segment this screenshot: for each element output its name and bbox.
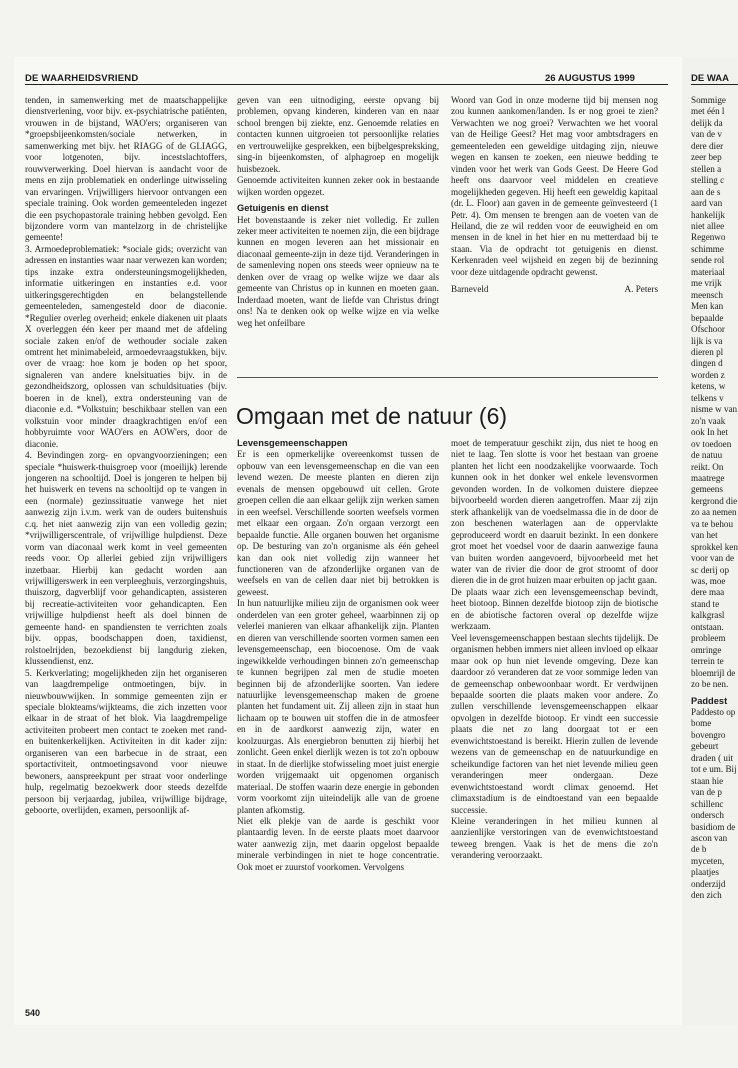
column-1 xyxy=(25,95,227,995)
next-page-subheading: Paddest xyxy=(691,695,728,706)
next-page-header: DE WAA xyxy=(691,73,729,84)
publication-title: DE WAARHEIDSVRIEND xyxy=(25,73,139,84)
paragraph: 5. Kerkverlating; mogelijkheden zijn het organiseren van laagdrempelige ontmoetingen, bijv. in nieuwbouwwijken. In sommige gemeenten zijn er speciale blokteams/wijkteams, die zich inzetten voor elkaar in de straat of het blok. Via laagdrempelige activiteiten probeert men contact te zoeken met rand- en buitenkerkelijken. Activiteiten in dit kader zijn: organiseren van een barbecue in de straat, een sportactiviteit, ontmoetingsavond voor nieuwe bewoners, aanspreekpunt per straat voor onderlinge hulp, regelmatig bezoekwerk door steeds dezelfde persoon bij verjaardag, jubilea, vrijwillige bijdrage, geboorte, overlijden, examen, persoonlijk af- xyxy=(25,667,227,816)
column-3 xyxy=(451,95,658,363)
paragraph: Woord van God in onze moderne tijd bij mensen nog zou kunnen aankomen/landen. Is er nog groei te zien? Verwachten we nog groei? Verwachten we het vooral van de Heilige Geest? Het mag voor ambtsdragers en gemeenteleden een geweldige uitdaging zijn, nieuwe wegen en kansen te zoeken, een nieuwe bedding te vinden voor het werk van Gods Geest. De Heere God heeft ons daarvoor veel middelen en creatieve mogelijkheden gegeven. Hij heeft een geweldig kapitaal (dr. L. Floor) aan gaven in de gemeente geïnvesteerd (1 Petr. 4). Om mensen te brengen aan de voeten van de Heiland, die ze wil redden voor de eeuwigheid en om mensen in de knel in het hier en nu metterdaad bij te staan. Via de opdracht tot getuigenis en dienst. Kerkenraden veel wijsheid en zegen bij de bezinning voor deze uitdagende opdracht gewenst. xyxy=(451,95,658,277)
paragraph: Paddesto op bome bovengro gebeurt draden ( uit tot e um. Bij staan hie van de p schillenc ondersch basidiom de ascon van de b myceten, plaatjes onderzijd den zich xyxy=(691,707,737,901)
next-header-rule xyxy=(691,84,738,85)
article-subheading: Levensgemeenschappen xyxy=(237,438,348,448)
signature-place: Barneveld xyxy=(451,284,489,295)
article-separator xyxy=(237,377,658,378)
paragraph: Veel levensgemeenschappen bestaan slechts tijdelijk. De organismen hebben immers niet alleen invloed op elkaar maar ook op hun niet levende omgeving. Deze kan daardoor zó veranderen dat ze voor sommige leden van de gemeenschap onbewoonbaar wordt. Er verdwijnen bepaalde soorten die plaats maken voor andere. Zo zullen verschillende levensgemeenschappen elkaar opvolgen in dezelfde biotoop. Er vindt een successie plaats die net zo lang doorgaat tot er een evenwichtstoestand is bereikt. Hierin zullen de levende wezens van de gemeenschap en de natuurkundige en scheikundige factoren van het niet levende milieu geen veranderingen meer ondergaan. Deze evenwichtstoestand wordt climax genoemd. Het climaxstadium is de eindtoestand van een bepaalde successie. xyxy=(451,632,658,815)
next-page-column xyxy=(691,95,738,975)
paragraph: Niet elk plekje van de aarde is geschikt voor plantaardig leven. In de eerste plaats moet daarvoor water aanwezig zijn, met daarin opgelost bepaalde minerale verbindingen in niet te hoge concentratie. Ook moet er zuurstof voorkomen. Vervolgens xyxy=(237,815,439,872)
signature-line xyxy=(451,284,658,295)
paragraph: De plaats waar zich een levensgemeenschap bevindt, heet biotoop. Binnen dezelfde biotoop zijn de biotische en de abiotische factoren overal op dezelfde wijze werkzaam. xyxy=(451,586,658,632)
paragraph: geven van een uitnodiging, eerste opvang bij problemen, opvang kinderen, kinderen van en naar school brengen bij ziekte, enz. Genoemde relaties en contacten kunnen uitgroeien tot persoonlijke relaties en vertrouwelijke gesprekken, een bijbelgespreksking, sing-in bijeenkomsten, of alphagroep en mogelijk huisbezoek. xyxy=(237,95,439,174)
article-column-b xyxy=(451,438,658,998)
paragraph: Kleine veranderingen in het milieu kunnen al aanzienlijke verstoringen van de evenwichtstoestand teweeg brengen. Vaak is het de mens die zo'n verandering veroorzaakt. xyxy=(451,815,658,861)
signature-author: A. Peters xyxy=(624,284,658,295)
paragraph: Het bovenstaande is zeker niet volledig. Er zullen zeker meer activiteiten te noemen zijn, die een bijdrage kunnen en mogen leveren aan het missionair en diaconaal gemeente-zijn in deze tijd. Veranderingen in de samenleving nopen ons steeds weer opnieuw na te denken over de vraag op welke wijze we daar als gemeente van Christus op in kunnen en moeten gaan. Inderdaad moeten, want de liefde van Christus dringt ons! Na te denken ook op welke wijze en via welke weg het onfeilbare xyxy=(237,214,439,328)
paragraph: Er is een opmerkelijke overeenkomst tussen de opbouw van een levensgemeenschap en die van een levend wezen. De meeste planten en dieren zijn evenals de mensen opgebouwd uit cellen. Grote groepen cellen die aan elkaar gelijk zijn werken samen in een weefsel. Verschillende soorten weefsels vormen met elkaar een orgaan. Zo'n orgaan verzorgt een bepaalde functie. Alle organen bouwen het organisme op. De besturing van zo'n organisme als één geheel kan dan ook niet volledig zijn wanneer het functioneren van de afzonderlijke organen van de weefsels en van de cellen daar niet bij betrokken is geweest. xyxy=(237,449,439,597)
header-rule xyxy=(25,84,668,85)
paragraph: Sommige met één l delijk da van de v dere dier zeer bep stellen a stelling c aan de s aard van hankelijk niet allee Regenwo schimme sende rol materiaal me vrijk meensch Men kan bepaalde Ofschoor lijk is va dieren pl dingen d worden z ketens, w telkens v nisme w van zo'n vaak ook In het ov toedoen de natuu reikt. On maatrege gemeens kergrond die zo aa nemen va te behou van het sprokkel ken voor van de sc derij op was, moe dere maa stand te kalkgrasl ontstaan. probleem omringe terrein te bloemrijl de zo be nen. xyxy=(691,95,738,690)
article-column-a xyxy=(237,438,439,998)
section-subheading: Getuigenis en dienst xyxy=(237,203,329,214)
issue-date: 26 AUGUSTUS 1999 xyxy=(545,73,635,84)
column-2 xyxy=(237,95,439,363)
page-number: 540 xyxy=(25,1008,41,1018)
paragraph: 3. Armoedeproblematiek: *sociale gids; overzicht van adressen en instanties waar naar verwezen kan worden; tips inzake extra ondersteuningsmogelijkheden, informatie uitkeringen en instanties e.d. voor uitkeringsgerechtigden en belangstellende gemeenteleden, samengesteld door de diaconie. *Regulier overleg overheid; enkele diakenen uit plaats X overleggen één keer per maand met de afdeling sociale zaken en/of de wethouder sociale zaken omtrent het minimabeleid, armoedevraagstukken, bijv. over de vraag: hoe kom je boden op het spoor, signaleren van andere knelsituaties bijv. in de gezondheidszorg, oplossen van schuldsituaties (bijv. boeren in de knel), extra ondersteuning van de diaconie e.d. *Volkstuin; beschikbaar stellen van een volkstuin voor minder draagkrachtigen en/of een hobbyruimte voor WAO'ers en AOW'ers, door de diaconie. xyxy=(25,243,227,449)
paragraph: 4. Bevindingen zorg- en opvangvoorzieningen; een speciale *huiswerk-thuisgroep voor (moeilijk) lerende jongeren na schooltijd. Doel is jongeren te helpen bij het huiswerk en tevens na schooltijd op te vangen in een (normale) gezinssituatie vanwege het niet aanwezig zijn i.v.m. werk van de ouders buitenshuis c.q. het niet aanwezig zijn van een volledig gezin; *vrijwilligerscentrale, of vrijwillige hulpdienst. Deze vorm van diaconaal werk komt in veel gemeenten reeds voor. Op allerlei gebied zijn vrijwilligers inzetbaar. Hierbij kan gedacht worden aan vrijwilligerswerk in een verpleeghuis, verzorgingshuis, thuiszorg, dagverblijf voor gehandicapten, assisteren bij recreatie-activiteiten voor gehandicapten. Een vrijwillige hulpdienst heeft als doel binnen de gemeente hand- en spandiensten te verrichten zoals bijv. oppas, boodschappen doen, taxidienst, rolstoelrijden, bezoekdienst bij langdurig zieken, klussendienst, enz. xyxy=(25,450,227,667)
article-headline: Omgaan met de natuur (6) xyxy=(236,403,508,429)
paragraph: moet de temperatuur geschikt zijn, dus niet te hoog en niet te laag. Ten slotte is voor het bestaan van groene planten het licht een noodzakelijke voorwaarde. Toch kunnen ook in het donker wel enkele levensvormen gevonden worden. In de volkomen duistere diepzee bijvoorbeeld worden dieren aangetroffen. Maar zij zijn sterk afhankelijk van de voedselmassa die in de door de zon beschenen waterlagen aan de oppervlakte geproduceerd wordt en daaruit bezinkt. In een donkere grot moet het voedsel voor de daarin aanwezige fauna van buiten worden aangevoerd, bijvoorbeeld met het water van de rivier die door de grot stroomt of door dieren die in de grot huizen maar erbuiten op jacht gaan. xyxy=(451,438,658,586)
paragraph: tenden, in samenwerking met de maatschappelijke dienstverlening, voor bijv. ex-psychiatrische patiënten, vrouwen in de bijstand, WAO'ers; organiseren van *groepsbijeenkomsten/sociale netwerken, in samenwerking met bijv. het RIAGG of de GLIAGG, voor lotgenoten, bijv. incestslachtoffers, rouwverwerking. Doel hiervan is aandacht voor de mens en zijn problematiek en onderlinge uitwisseling van ervaringen. Vrijwilligers hiervoor ontvangen een speciale training. Ook worden gemeenteleden ingezet die een psychopastorale training hebben gevolgd. Een bijzondere vorm van mantelzorg in de christelijke gemeente! xyxy=(25,95,227,243)
paragraph: In hun natuurlijke milieu zijn de organismen ook weer onderdelen van een groter geheel, waarbinnen zij op velerlei manieren van elkaar afhankelijk zijn. Planten en dieren van verschillende soorten vormen samen een levensgemeenschap, een biocoenose. Om de vaak ingewikkelde verhoudingen binnen zo'n gemeenschap te kunnen begrijpen zal men de studie moeten beginnen bij de afzonderlijke soorten. Van iedere natuurlijke levensgemeenschap maken de groene planten het fundament uit. Zij alleen zijn in staat hun lichaam op te bouwen uit stoffen die in de atmosfeer en in de aardkorst aanwezig zijn, water en koolzuurgas. Als energiebron benutten zij hierbij het zonlicht. Geen enkel dierlijk wezen is tot zo'n opbouw in staat. In de dierlijke stofwisseling moet juist energie worden vrijgemaakt uit opgenomen organisch materiaal. De stoffen waarin deze energie in gebonden vorm voorkomt zijn uiteindelijk alle van de groene planten afkomstig. xyxy=(237,598,439,815)
paragraph: Genoemde activiteiten kunnen zeker ook in bestaande wijken worden opgezet. xyxy=(237,175,439,197)
